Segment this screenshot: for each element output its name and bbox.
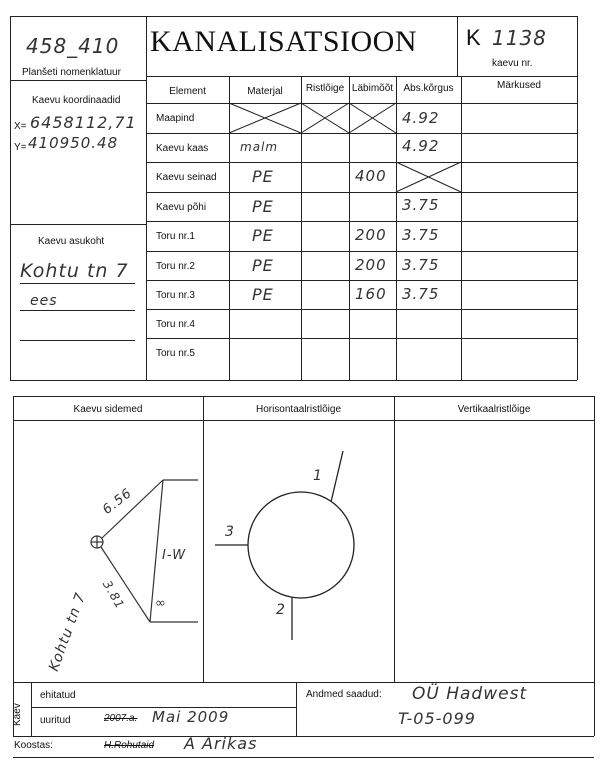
tie-distance-2: 3.81 xyxy=(99,578,128,612)
sheet-number: 458_410 xyxy=(26,34,120,58)
coordinates-title: Kaevu koordinaadid xyxy=(32,95,121,106)
row-elevation: 3.75 xyxy=(402,256,440,274)
built-label: ehitatud xyxy=(40,690,76,701)
compiled-old: H.Rohutaid xyxy=(104,740,155,751)
row-diameter: 200 xyxy=(355,226,387,244)
row-material: malm xyxy=(240,140,279,154)
row-material: PE xyxy=(252,285,274,304)
th-material: Materjal xyxy=(247,86,283,97)
data-by-ref: T-05-099 xyxy=(398,709,476,728)
id-label: kaevu nr. xyxy=(492,58,533,69)
sketch-col-horizontal: Horisontaalristlõige xyxy=(255,404,342,415)
sketch-col-ties: Kaevu sidemed xyxy=(73,404,143,415)
th-cross: Ristlõige xyxy=(305,83,345,94)
surveyed-value: Mai 2009 xyxy=(152,708,230,726)
row-diameter: 400 xyxy=(355,167,387,185)
sheet-label: Planšeti nomenklatuur xyxy=(22,67,121,78)
street-label: Kohtu tn 7 xyxy=(46,590,90,674)
row-material: PE xyxy=(252,167,274,186)
row-element: Toru nr.4 xyxy=(156,319,195,330)
location-title: Kaevu asukoht xyxy=(38,236,105,247)
row-elevation: 3.75 xyxy=(402,196,440,214)
row-element: Toru nr.1 xyxy=(156,231,195,242)
row-element: Toru nr.5 xyxy=(156,348,195,359)
th-diameter: Läbimõõt xyxy=(351,83,394,94)
row-elevation: 3.75 xyxy=(402,285,440,303)
row-diameter: 200 xyxy=(355,256,387,274)
row-elevation: 3.75 xyxy=(402,226,440,244)
row-element: Maapind xyxy=(156,113,195,124)
row-diameter: 160 xyxy=(355,285,387,303)
tie-infinity: ∞ xyxy=(155,596,167,611)
pipe-1-label: 1 xyxy=(313,468,323,484)
y-label: Y= xyxy=(14,142,27,153)
x-label: X= xyxy=(14,121,27,132)
row-element: Kaevu kaas xyxy=(156,143,209,154)
row-element: Kaevu põhi xyxy=(156,202,207,213)
th-element: Element xyxy=(169,86,206,97)
location-line1: Kohtu tn 7 xyxy=(20,260,129,282)
row-element: Kaevu seinad xyxy=(156,172,217,183)
surveyed-label: uuritud xyxy=(40,715,71,726)
compiled-label: Koostas: xyxy=(14,740,53,751)
sketch-col-vertical: Vertikaalristlõige xyxy=(457,404,531,415)
row-material: PE xyxy=(252,197,274,216)
id-number: 1138 xyxy=(492,26,547,50)
tie-distance-1: 6.56 xyxy=(100,485,136,518)
building-label: I-W xyxy=(162,548,187,563)
row-elevation: 4.92 xyxy=(402,109,440,127)
compiled-value: A Arikas xyxy=(184,734,258,753)
th-elevation: Abs.kõrgus xyxy=(403,83,454,94)
pipe-2-label: 2 xyxy=(276,602,286,618)
th-notes: Märkused xyxy=(497,80,541,91)
x-value: 6458112,71 xyxy=(30,113,137,132)
row-material: PE xyxy=(252,226,274,245)
row-material: PE xyxy=(252,256,274,275)
data-by-label: Andmed saadud: xyxy=(306,689,382,700)
id-prefix: K xyxy=(466,25,481,50)
page-title: KANALISATSIOON xyxy=(150,25,417,58)
surveyed-old: 2007.a. xyxy=(104,713,138,724)
footer-side-label: Kaev xyxy=(12,703,23,726)
y-value: 410950.48 xyxy=(28,134,119,152)
location-line2: ees xyxy=(30,293,58,309)
data-by-value: OÜ Hadwest xyxy=(412,684,528,704)
row-element: Toru nr.3 xyxy=(156,290,195,301)
pipe-3-label: 3 xyxy=(225,524,235,540)
row-element: Toru nr.2 xyxy=(156,261,195,272)
row-elevation: 4.92 xyxy=(402,137,440,155)
